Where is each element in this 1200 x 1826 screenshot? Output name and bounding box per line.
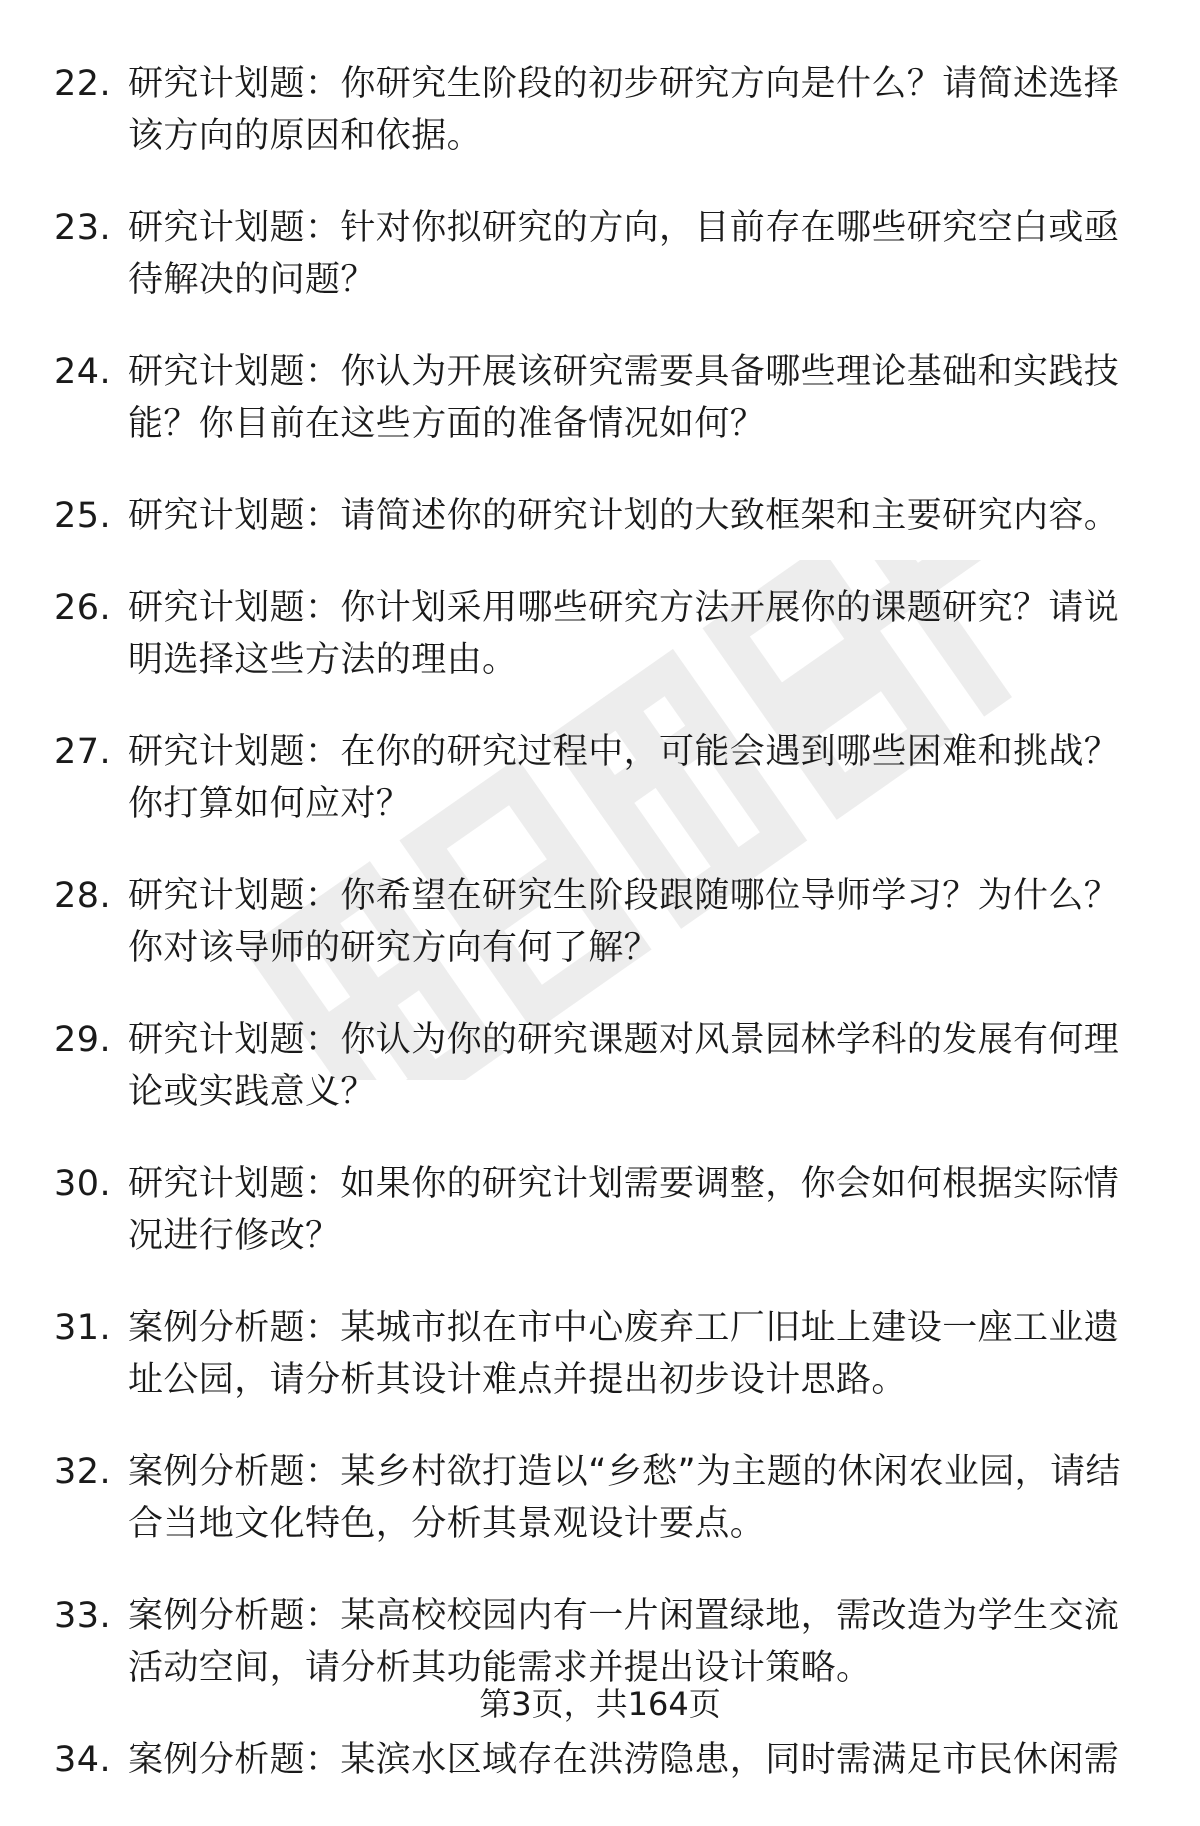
item-number: 30.	[54, 1164, 112, 1204]
item-number: 25.	[54, 496, 112, 536]
item-text: 研究计划题：如果你的研究计划需要调整，你会如何根据实际情况进行修改？	[128, 1164, 1120, 1256]
item-text: 案例分析题：某城市拟在市中心废弃工厂旧址上建设一座工业遗址公园，请分析其设计难点并提出初步设计思路。	[128, 1308, 1120, 1400]
item-text: 研究计划题：在你的研究过程中，可能会遇到哪些困难和挑战？你打算如何应对？	[128, 732, 1120, 824]
list-item	[0, 58, 1200, 162]
item-text: 案例分析题：某乡村欲打造以“乡愁”为主题的休闲农业园，请结合当地文化特色，分析其景观设计要点。	[128, 1452, 1121, 1544]
list-item	[0, 346, 1200, 450]
list-item	[0, 1590, 1200, 1694]
item-number: 26.	[54, 588, 112, 628]
list-item	[0, 1302, 1200, 1406]
list-item	[0, 1734, 1200, 1786]
item-number: 31.	[54, 1308, 112, 1348]
list-item	[0, 202, 1200, 306]
question-list	[0, 58, 1200, 1826]
list-item	[0, 726, 1200, 830]
item-text: 研究计划题：你认为你的研究课题对风景园林学科的发展有何理论或实践意义？	[128, 1020, 1120, 1112]
list-item	[0, 1158, 1200, 1262]
item-number: 27.	[54, 732, 112, 772]
item-number: 32.	[54, 1452, 112, 1492]
item-text: 案例分析题：某滨水区域存在洪涝隐患，同时需满足市民休闲需	[128, 1740, 1120, 1780]
item-number: 34.	[54, 1740, 112, 1780]
item-text: 案例分析题：某高校校园内有一片闲置绿地，需改造为学生交流活动空间，请分析其功能需求并提出设计策略。	[128, 1596, 1120, 1688]
page-footer: 第3页，共164页	[479, 1685, 721, 1723]
item-number: 24.	[54, 352, 112, 392]
item-text: 研究计划题：你研究生阶段的初步研究方向是什么？请简述选择该方向的原因和依据。	[128, 64, 1120, 156]
item-number: 22.	[54, 64, 112, 104]
item-text: 研究计划题：你希望在研究生阶段跟随哪位导师学习？为什么？你对该导师的研究方向有何了解？	[128, 876, 1120, 968]
item-number: 29.	[54, 1020, 112, 1060]
item-text: 研究计划题：针对你拟研究的方向，目前存在哪些研究空白或亟待解决的问题？	[128, 208, 1120, 300]
item-text: 研究计划题：你认为开展该研究需要具备哪些理论基础和实践技能？你目前在这些方面的准备情况如何？	[128, 352, 1120, 444]
item-text: 研究计划题：请简述你的研究计划的大致框架和主要研究内容。	[128, 496, 1120, 536]
list-item	[0, 1446, 1200, 1550]
item-number: 23.	[54, 208, 112, 248]
list-item	[0, 582, 1200, 686]
list-item	[0, 870, 1200, 974]
list-item	[0, 1014, 1200, 1118]
item-number: 33.	[54, 1596, 112, 1636]
item-number: 28.	[54, 876, 112, 916]
item-text: 研究计划题：你计划采用哪些研究方法开展你的课题研究？请说明选择这些方法的理由。	[128, 588, 1120, 680]
list-item	[0, 490, 1200, 542]
